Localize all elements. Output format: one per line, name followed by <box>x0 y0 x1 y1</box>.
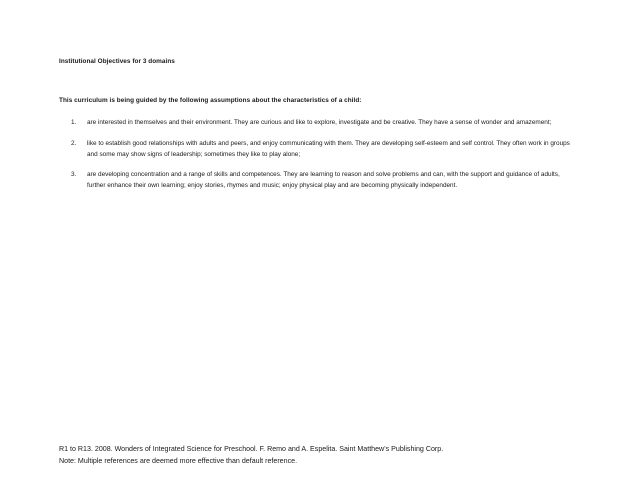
list-item-text: like to establish good relationships with adults and peers, and enjoy communicating with them. They are developing self-esteem and self control. They often work in groups and some may show signs of leadership; sometimes they like to play alone; <box>87 139 570 158</box>
document-title: Institutional Objectives for 3 domains <box>59 58 175 65</box>
reference-note: Note: Multiple references are deemed more effective than default reference. <box>59 456 298 465</box>
list-item <box>59 138 579 160</box>
assumptions-list <box>59 117 579 201</box>
list-item-text: are interested in themselves and their environment. They are curious and like to explore, investigate and be creative. They have a sense of wonder and amazement; <box>87 119 552 126</box>
reference-citation: R1 to R13. 2008. Wonders of Integrated Science for Preschool. F. Remo and A. Espelita. Saint Matthew’s Publishing Corp. <box>59 445 444 453</box>
list-item-text: are developing concentration and a range of skills and competences. They are learning to reason and solve problems and can, with the support and guidance of adults, further enhance their own learning; enjoy stories, rhymes and music; enjoy physical play and are becoming physically independent. <box>87 171 560 189</box>
intro-statement: This curriculum is being guided by the following assumptions about the characteristics of a child: <box>59 97 362 104</box>
list-item-number: 2. <box>71 139 77 147</box>
list-item <box>59 169 579 191</box>
footer <box>59 444 443 467</box>
list-item-number: 3. <box>71 171 77 178</box>
list-item-number: 1. <box>71 119 77 126</box>
list-item <box>59 117 579 128</box>
